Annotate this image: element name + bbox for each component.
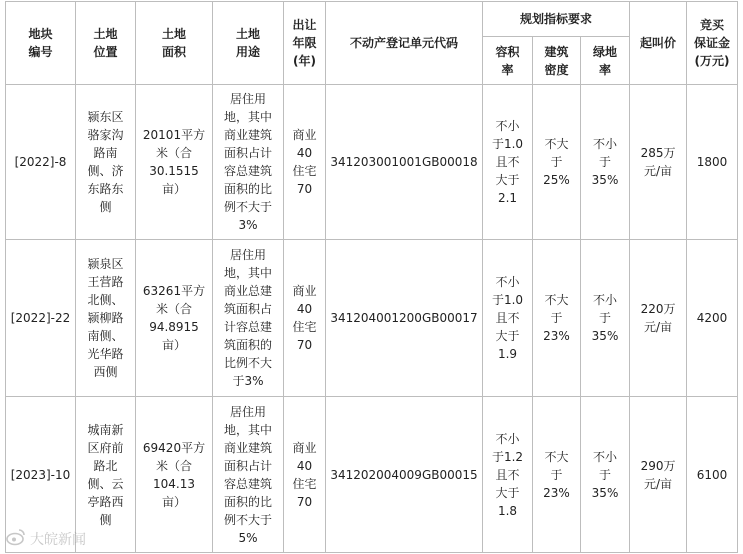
header-density: 建筑 密度 [533, 37, 581, 85]
cell-term: 商业 40 住宅 70 [284, 240, 326, 397]
table-row [6, 397, 738, 553]
cell-property-code: 341204001200GB00017 [326, 240, 483, 397]
cell-area: 69420平方 米（合 104.13 亩） [136, 397, 213, 553]
cell-density: 不大 于 23% [533, 240, 581, 397]
cell-deposit: 4200 [687, 240, 738, 397]
header-use: 土地 用途 [213, 2, 284, 85]
header-far: 容积 率 [483, 37, 533, 85]
watermark-text: 大皖新闻 [30, 532, 86, 548]
land-auction-table [5, 1, 738, 553]
cell-location: 颍东区 骆家沟 路南 侧、济 东路东 侧 [76, 85, 136, 240]
cell-density: 不大 于 25% [533, 85, 581, 240]
watermark [6, 528, 106, 550]
cell-green: 不小 于 35% [581, 85, 630, 240]
weibo-icon [6, 528, 26, 550]
cell-location: 颍泉区 王营路 北侧、 颍柳路 南侧、 光华路 西侧 [76, 240, 136, 397]
cell-property-code: 341203001001GB00018 [326, 85, 483, 240]
cell-property-code: 341202004009GB00015 [326, 397, 483, 553]
table-row [6, 240, 738, 397]
cell-deposit: 1800 [687, 85, 738, 240]
cell-plot-no: [2023]-10 [6, 397, 76, 553]
cell-area: 63261平方 米（合 94.8915 亩） [136, 240, 213, 397]
header-deposit: 竞买 保证金 (万元) [687, 2, 738, 85]
cell-green: 不小 于 35% [581, 397, 630, 553]
cell-use: 居住用 地，其中 商业建筑 面积占计 容总建筑 面积的比 例不大于 3% [213, 85, 284, 240]
cell-term: 商业 40 住宅 70 [284, 397, 326, 553]
header-green: 绿地 率 [581, 37, 630, 85]
cell-start-price: 285万 元/亩 [630, 85, 687, 240]
cell-area: 20101平方 米（合 30.1515 亩） [136, 85, 213, 240]
header-row-1 [6, 2, 738, 37]
header-start-price: 起叫价 [630, 2, 687, 85]
cell-start-price: 290万 元/亩 [630, 397, 687, 553]
cell-location: 城南新 区府前 路北 侧、云 亭路西 侧 [76, 397, 136, 553]
header-term: 出让 年限 (年) [284, 2, 326, 85]
cell-use: 居住用 地，其中 商业总建 筑面积占 计容总建 筑面积的 比例不大 于3% [213, 240, 284, 397]
cell-plot-no: [2022]-8 [6, 85, 76, 240]
cell-deposit: 6100 [687, 397, 738, 553]
header-planning: 规划指标要求 [483, 2, 630, 37]
cell-start-price: 220万 元/亩 [630, 240, 687, 397]
cell-far: 不小 于1.0 且不 大于 2.1 [483, 85, 533, 240]
header-area: 土地 面积 [136, 2, 213, 85]
cell-use: 居住用 地，其中 商业建筑 面积占计 容总建筑 面积的比 例不大于 5% [213, 397, 284, 553]
cell-plot-no: [2022]-22 [6, 240, 76, 397]
header-plot-no: 地块 编号 [6, 2, 76, 85]
cell-term: 商业 40 住宅 70 [284, 85, 326, 240]
header-property-code: 不动产登记单元代码 [326, 2, 483, 85]
header-location: 土地 位置 [76, 2, 136, 85]
cell-green: 不小 于 35% [581, 240, 630, 397]
table-row [6, 85, 738, 240]
cell-far: 不小 于1.0 且不 大于 1.9 [483, 240, 533, 397]
cell-density: 不大 于 23% [533, 397, 581, 553]
cell-far: 不小 于1.2 且不 大于 1.8 [483, 397, 533, 553]
